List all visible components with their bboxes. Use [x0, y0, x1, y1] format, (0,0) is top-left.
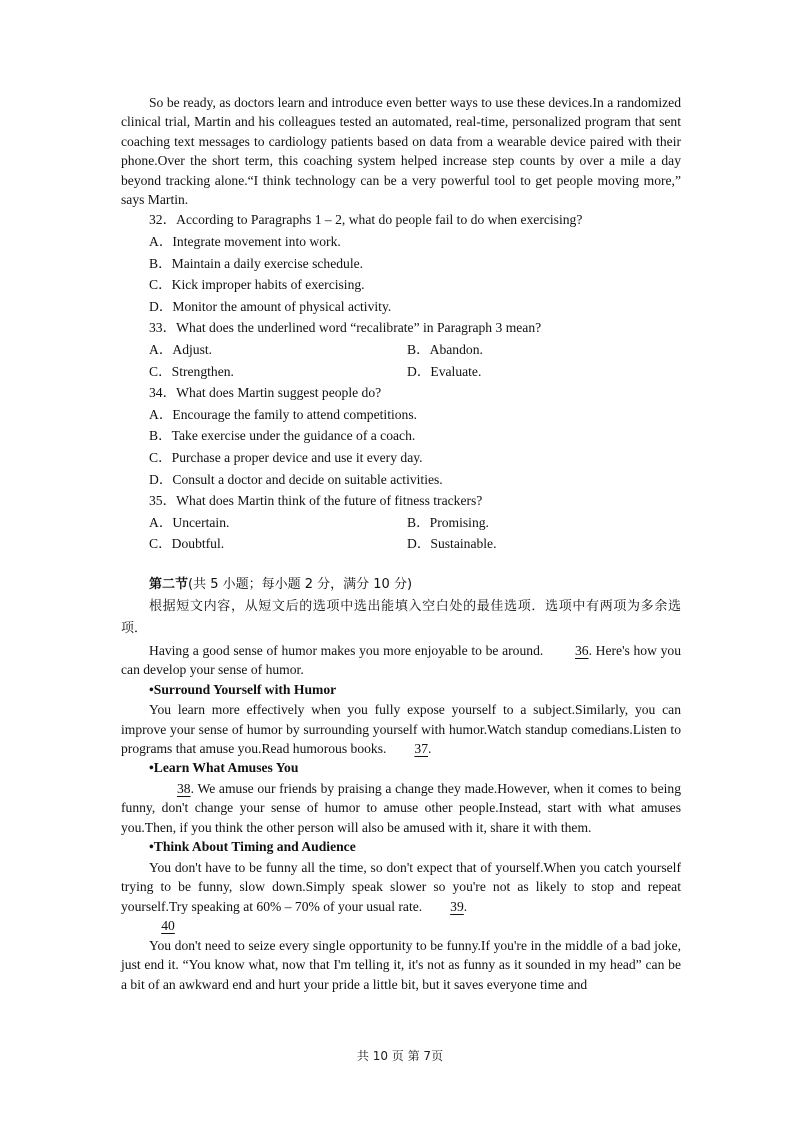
- question-32: [121, 209, 681, 317]
- passage-paragraph-3: [121, 779, 681, 837]
- option-b: B．Take exercise under the guidance of a coach.: [149, 428, 416, 444]
- section-title-rest: (共 5 小题；每小题 2 分，满分 10 分): [188, 576, 413, 592]
- question-34: [121, 382, 681, 490]
- question-stem: 33．What does the underlined word “recalibrate” in Paragraph 3 mean?: [149, 320, 542, 336]
- exam-page: [121, 93, 681, 994]
- section-title: [121, 573, 681, 596]
- option-b: B．Abandon.: [407, 342, 483, 357]
- option-c: C．Doubtful.: [149, 536, 225, 552]
- blank-39: 39: [450, 898, 464, 914]
- blank-37: 37: [414, 741, 429, 757]
- option-a: A．Adjust.: [149, 342, 213, 357]
- option-c: C．Kick improper habits of exercising.: [149, 277, 365, 293]
- passage-text: .: [428, 741, 432, 757]
- question-35: [121, 490, 681, 555]
- passage-heading-1: •Surround Yourself with Humor: [149, 681, 337, 697]
- question-stem: 35．What does Martin think of the future of fitness trackers?: [149, 493, 483, 509]
- option-d: D．Sustainable.: [407, 536, 497, 552]
- page-footer: 共 10 页 第 7页: [356, 1049, 444, 1063]
- question-stem: 32．According to Paragraphs 1 – 2, what do people fail to do when exercising?: [149, 212, 583, 228]
- section-instruction: 根据短文内容，从短文后的选项中选出能填入空白处的最佳选项．选项中有两项为多余选项．: [121, 598, 681, 637]
- option-row: [121, 533, 681, 555]
- passage-text: . We amuse our friends by praising a change they made.However, when it comes to being funny, don't change your sense of humor to amuse other people.Instead, start with what amuses you.Then, if you think the other person will also be amused with it, share it with them.: [121, 780, 681, 835]
- option-row: [121, 361, 681, 383]
- intro-paragraph: So be ready, as doctors learn and introduce even better ways to use these devices.In a randomized clinical trial, Martin and his colleagues tested an automated, real-time, personalized program that sent coaching text messages to cardiology patients based on data from a wearable device paired with their phone.Over the short term, this coaching system helped increase step counts by over a mile a day beyond tracking alone.“I think technology can be a very powerful tool to get people moving more,” says Martin.: [121, 95, 681, 208]
- passage-paragraph-2: [121, 700, 681, 758]
- option-d: D．Consult a doctor and decide on suitable activities.: [149, 471, 443, 487]
- section-title-bold: 第二节: [149, 576, 189, 592]
- blank-36: 36: [574, 642, 589, 658]
- blank-40: 40: [161, 917, 175, 933]
- passage-text: You don't have to be funny all the time, so don't expect that of yourself.When you catch yourself trying to be funny, slow down.Simply speak slower so you're not as likely to stop and repeat yourself.Try speaking at 60% – 70% of your usual rate.: [121, 859, 681, 914]
- question-33: [121, 317, 681, 382]
- option-d: D．Evaluate.: [407, 363, 482, 379]
- option-a: A．Uncertain.: [149, 514, 230, 530]
- passage-paragraph-4: [121, 858, 681, 916]
- passage-text: You learn more effectively when you fully expose yourself to a subject.Similarly, you can improve your sense of humor by surrounding yourself with humor.Watch standup comedians.Listen to programs that amuse you.Read humorous books.: [121, 702, 681, 757]
- option-row: [121, 339, 681, 361]
- option-d: D．Monitor the amount of physical activity.: [149, 298, 392, 314]
- blank-40-line: [121, 916, 681, 936]
- option-c: C．Purchase a proper device and use it every day.: [149, 449, 423, 465]
- option-a: A．Encourage the family to attend competitions.: [149, 406, 418, 422]
- passage-text: Having a good sense of humor makes you more enjoyable to be around.: [149, 642, 544, 658]
- option-b: B．Maintain a daily exercise schedule.: [149, 255, 364, 271]
- option-row: [121, 512, 681, 534]
- blank-38: 38: [177, 780, 191, 796]
- option-c: C．Strengthen.: [149, 363, 234, 379]
- passage-text: . Here's how you can develop your sense of humor.: [121, 642, 681, 678]
- passage-paragraph-1: [121, 641, 681, 680]
- passage-paragraph-5: You don't need to seize every single opportunity to be funny.If you're in the middle of a bad joke, just end it. “You know what, now that I'm telling it, it's not as funny as it sounded in my head” can be a bit of an awkward end and hurt your pride a little bit, but it saves everyone time and: [121, 937, 681, 992]
- option-b: B．Promising.: [407, 514, 489, 530]
- passage-text: .: [463, 898, 468, 914]
- passage-heading-3: •Think About Timing and Audience: [149, 839, 356, 855]
- option-a: A．Integrate movement into work.: [149, 234, 341, 250]
- passage-heading-2: •Learn What Amuses You: [149, 760, 299, 776]
- question-stem: 34．What does Martin suggest people do?: [149, 385, 382, 401]
